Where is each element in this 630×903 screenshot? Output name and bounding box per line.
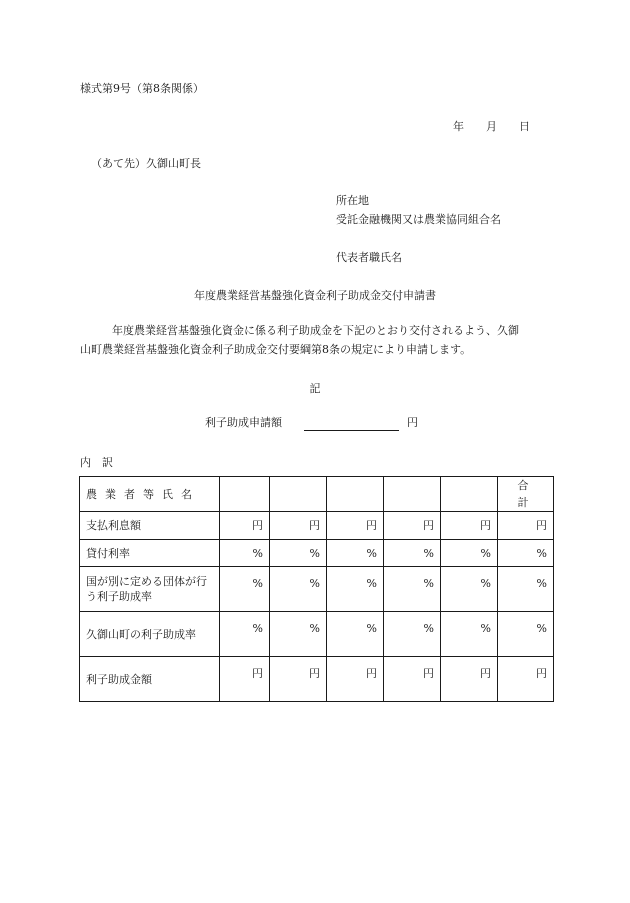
ki-heading: 記 [309,382,321,395]
value-cell[interactable]: 円 [327,657,384,702]
total-cell[interactable]: 円 [498,657,554,702]
applicant-representative: 代表者職氏名 [336,251,402,264]
header-cell[interactable] [220,477,270,512]
value-cell[interactable]: 円 [441,657,498,702]
header-cell[interactable] [270,477,327,512]
amount-unit: 円 [407,416,418,429]
body-line-1: 年度農業経営基盤強化資金に係る利子助成金を下記のとおり交付されるよう、久御 [112,324,519,337]
value-cell[interactable]: 円 [384,512,441,540]
value-cell[interactable]: 円 [327,512,384,540]
date-day: 日 [519,120,530,133]
header-total: 合計 [498,477,554,512]
addressee: （あて先）久御山町長 [91,157,201,170]
applicant-block [336,192,501,230]
table-row [80,512,554,540]
table-row [80,567,554,612]
breakdown-table [79,476,554,702]
body-line-2: 山町農業経営基盤強化資金利子助成金交付要綱第8条の規定により申請します。 [80,343,472,356]
row-label: 支払利息額 [80,512,220,540]
value-cell[interactable]: % [270,612,327,657]
value-cell[interactable]: % [441,540,498,567]
total-cell[interactable]: % [498,540,554,567]
value-cell[interactable]: % [327,540,384,567]
value-cell[interactable]: 円 [384,657,441,702]
total-cell[interactable]: % [498,612,554,657]
header-farmer-name: 農業者等氏名 [80,477,220,512]
form-number: 様式第9号（第8条関係） [80,82,204,95]
applicant-institution: 受託金融機関又は農業協同組合名 [336,213,501,226]
row-label: 貸付利率 [80,540,220,567]
value-cell[interactable]: % [327,567,384,612]
value-cell[interactable]: % [441,567,498,612]
value-cell[interactable]: % [384,612,441,657]
table-row [80,657,554,702]
value-cell[interactable]: % [220,612,270,657]
value-cell[interactable]: 円 [220,657,270,702]
value-cell[interactable]: % [384,567,441,612]
row-label: 国が別に定める団体が行う利子助成率 [80,567,220,612]
row-label: 久御山町の利子助成率 [80,612,220,657]
amount-blank[interactable] [304,416,399,431]
value-cell[interactable]: % [220,540,270,567]
value-cell[interactable]: % [384,540,441,567]
header-cell[interactable] [441,477,498,512]
header-cell[interactable] [384,477,441,512]
date-month: 月 [486,120,497,133]
row-label: 利子助成金額 [80,657,220,702]
header-cell[interactable] [327,477,384,512]
total-cell[interactable]: 円 [498,512,554,540]
value-cell[interactable]: 円 [270,512,327,540]
value-cell[interactable]: % [327,612,384,657]
value-cell[interactable]: % [270,540,327,567]
total-cell[interactable]: % [498,567,554,612]
value-cell[interactable]: % [220,567,270,612]
breakdown-label: 内 訳 [80,456,113,469]
table-row [80,540,554,567]
value-cell[interactable]: 円 [441,512,498,540]
applicant-location: 所在地 [336,194,369,207]
value-cell[interactable]: % [270,567,327,612]
amount-line [205,414,418,431]
date-line [453,118,530,135]
document-title: 年度農業経営基盤強化資金利子助成金交付申請書 [194,289,436,302]
body-text [80,321,552,359]
table-row [80,612,554,657]
amount-label: 利子助成申請額 [205,416,282,429]
value-cell[interactable]: 円 [220,512,270,540]
value-cell[interactable]: % [441,612,498,657]
table-header-row [80,477,554,512]
date-year: 年 [453,120,464,133]
value-cell[interactable]: 円 [270,657,327,702]
